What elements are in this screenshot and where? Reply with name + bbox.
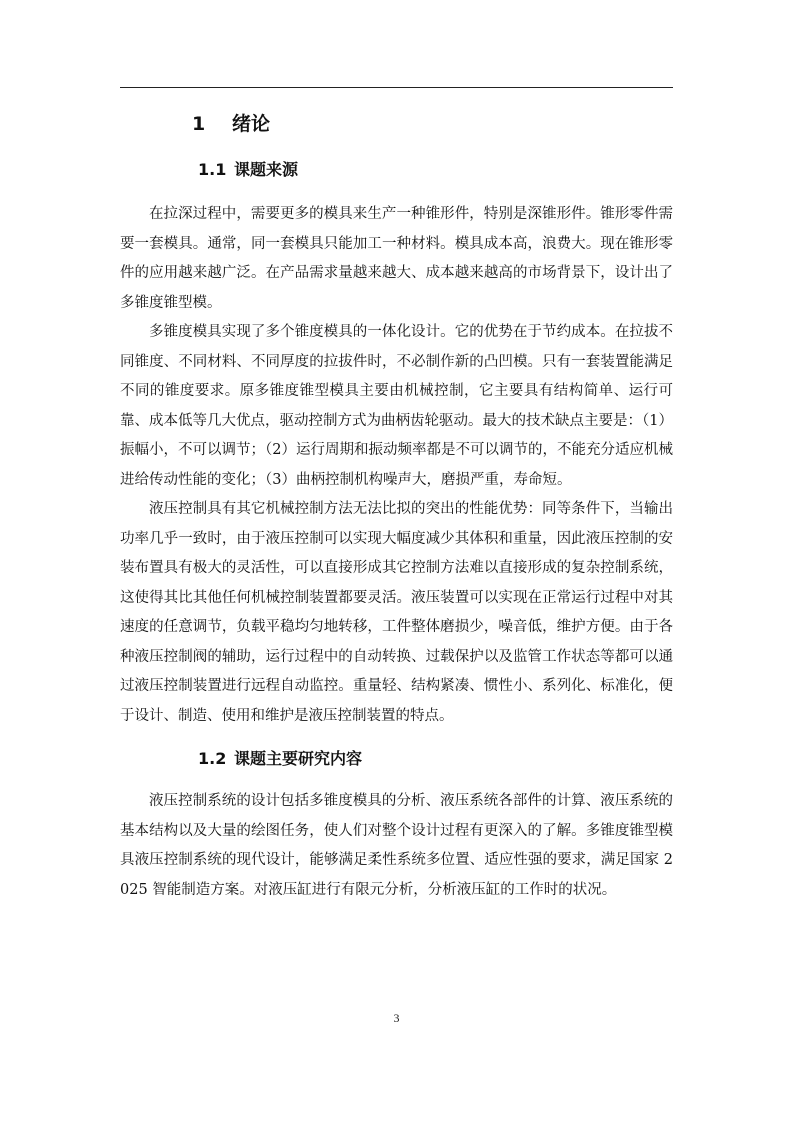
- paragraph: 在拉深过程中，需要更多的模具来生产一种锥形件，特别是深锥形件。锥形零件需要一套模具。通常，同一套模具只能加工一种材料。模具成本高，浪费大。现在锥形零件的应用越来越广泛。在产品需求量越来越大、成本越来越高的市场背景下，设计出了多锥度锥型模。: [120, 206, 673, 311]
- section-title: 课题来源: [234, 160, 299, 179]
- section-title: 课题主要研究内容: [234, 749, 363, 768]
- paragraph: 多锥度模具实现了多个锥度模具的一体化设计。它的优势在于节约成本。在拉拔不同锥度、不同材料、不同厚度的拉拔件时，不必制作新的凸凹模。只有一套装置能满足不同的锥度要求。原多锥度锥型模具主要由机械控制，它主要具有结构简单、运行可靠、成本低等几大优点，驱动控制方式为曲柄齿轮驱动。最大的技术缺点主要是：（1）振幅小，不可以调节；（2）运行周期和振动频率都是不可以调节的，不能充分适应机械进给传动性能的变化；（3）曲柄控制机构噪声大，磨损严重，寿命短。: [120, 324, 673, 488]
- section-heading-1-1: [120, 152, 673, 188]
- chapter-heading: [120, 106, 673, 142]
- paragraph: 液压控制系统的设计包括多锥度模具的分析、液压系统各部件的计算、液压系统的基本结构以及大量的绘图任务，使人们对整个设计过程有更深入的了解。多锥度锥型模具液压控制系统的现代设计，能够满足柔性系统多位置、适应性强的要求，满足国家 2025 智能制造方案。对液压缸进行有限元分析，分析液压缸的工作时的状况。: [120, 793, 673, 898]
- section-number: 1.1: [198, 160, 227, 179]
- chapter-title: 绪论: [232, 113, 271, 135]
- section-heading-1-2: [120, 741, 673, 777]
- paragraph: 液压控制具有其它机械控制方法无法比拟的突出的性能优势：同等条件下，当输出功率几乎一致时，由于液压控制可以实现大幅度减少其体积和重量，因此液压控制的安装布置具有极大的灵活性，可以直接形成其它控制方法难以直接形成的复杂控制系统，这使得其比其他任何机械控制装置都要灵活。液压装置可以实现在正常运行过程中对其速度的任意调节，负载平稳均匀地转移，工件整体磨损少，噪音低，维护方便。由于各种液压控制阀的辅助，运行过程中的自动转换、过载保护以及监管工作状态等都可以通过液压控制装置进行远程自动监控。重量轻、结构紧凑、惯性小、系列化、标准化，便于设计、制造、使用和维护是液压控制装置的特点。: [120, 501, 673, 724]
- page-number: 3: [393, 1011, 400, 1025]
- section-number: 1.2: [198, 749, 227, 768]
- chapter-number: 1: [192, 113, 206, 135]
- header-rule: [120, 87, 673, 88]
- page-body: [120, 106, 673, 905]
